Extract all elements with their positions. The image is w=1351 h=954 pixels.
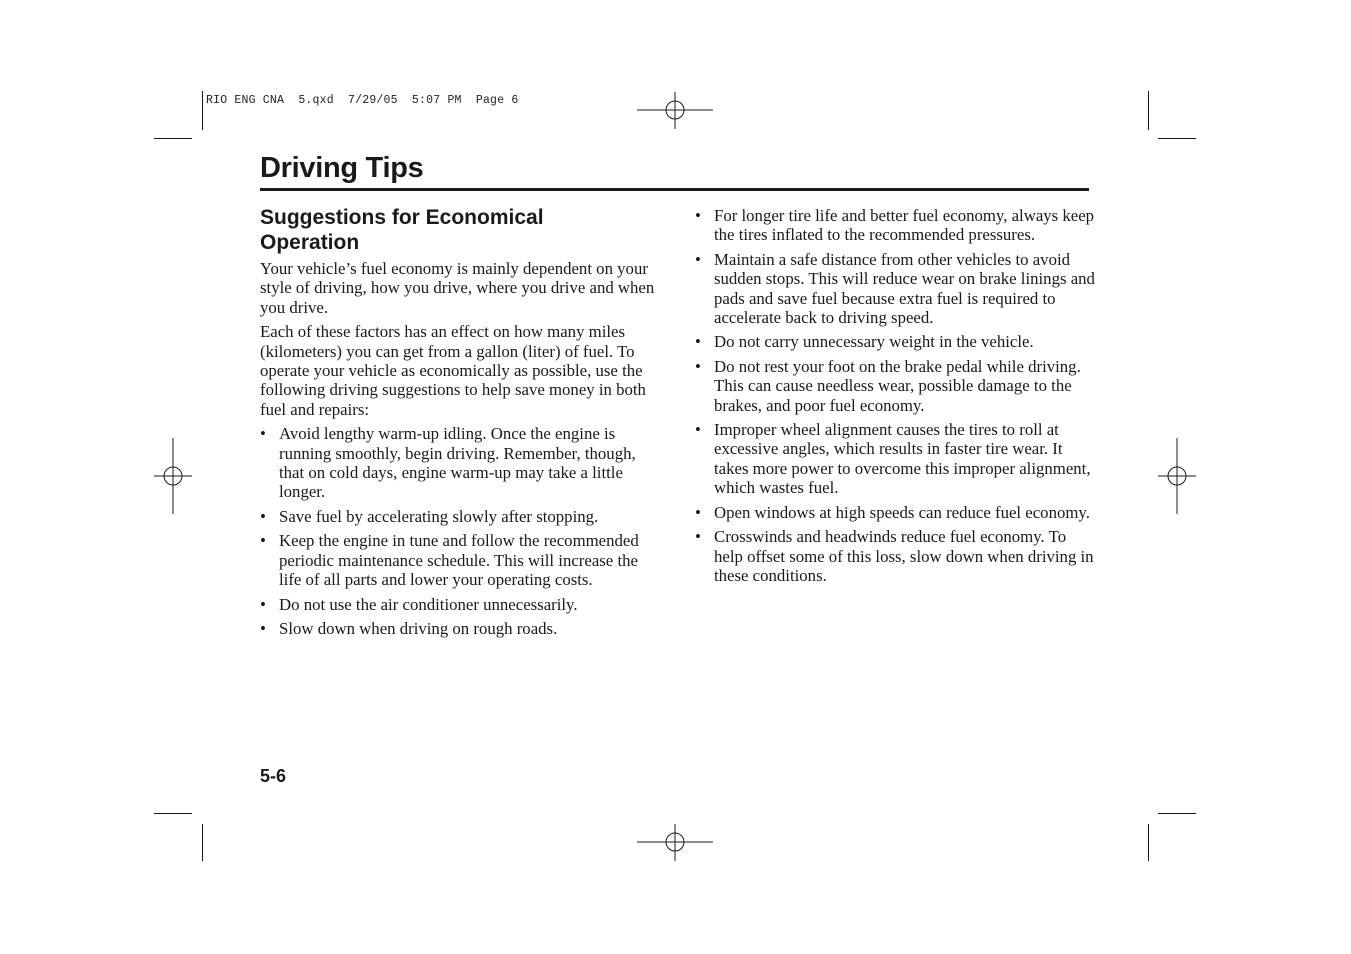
list-item-text: Slow down when driving on rough roads. xyxy=(279,618,558,638)
list-item-text: For longer tire life and better fuel economy, always keep the tires inflated to the recommended pressures. xyxy=(714,206,1095,245)
printer-slug: RIO ENG CNA 5.qxd 7/29/05 5:07 PM Page 6 xyxy=(206,94,519,107)
list-item-text: Do not rest your foot on the brake pedal while driving. This can cause needless wear, possible damage to the brakes, and poor fuel economy. xyxy=(714,356,1081,415)
right-column xyxy=(695,206,1095,590)
left-column xyxy=(260,205,660,643)
list-item xyxy=(695,357,1095,415)
bullet-icon: • xyxy=(695,332,701,352)
list-item-text: Improper wheel alignment causes the tires to roll at excessive angles, which results in faster tire wear. It takes more power to overcome this improper alignment, which wastes fuel. xyxy=(714,420,1091,498)
bullet-icon: • xyxy=(695,527,701,547)
list-item-text: Keep the engine in tune and follow the recommended periodic maintenance schedule. This will increase the life of all parts and lower your operating costs. xyxy=(279,531,639,590)
registration-mark-top xyxy=(637,92,713,129)
left-bullet-list xyxy=(260,424,660,638)
bullet-icon: • xyxy=(695,356,701,376)
right-bullet-list xyxy=(695,206,1095,585)
page-number: 5-6 xyxy=(260,766,287,786)
list-item-text: Save fuel by accelerating slowly after stopping. xyxy=(279,506,599,526)
bullet-icon: • xyxy=(695,249,701,269)
registration-mark-bottom xyxy=(637,824,713,861)
list-item-text: Crosswinds and headwinds reduce fuel economy. To help offset some of this loss, slow down when driving in these conditions. xyxy=(714,527,1094,585)
registration-mark-left xyxy=(154,438,192,514)
list-item xyxy=(695,332,1095,351)
list-item xyxy=(695,420,1095,498)
bullet-icon: • xyxy=(260,424,266,444)
list-item-text: Maintain a safe distance from other vehicles to avoid sudden stops. This will reduce wear on brake linings and pads and save fuel because extra fuel is required to accelerate back to driving speed. xyxy=(714,249,1095,328)
bullet-icon: • xyxy=(695,420,701,440)
list-item-text: Avoid lengthy warm-up idling. Once the engine is running smoothly, begin driving. Remember, though, that on cold days, engine warm-up may take a little longer. xyxy=(279,424,636,502)
list-item xyxy=(695,503,1095,522)
bullet-icon: • xyxy=(260,531,266,551)
section-heading xyxy=(260,205,660,255)
list-item xyxy=(260,531,660,589)
list-item xyxy=(260,619,660,638)
factors-paragraph: Each of these factors has an effect on how many miles (kilometers) you can get from a gallon (liter) of fuel. To operate your vehicle as economically as possible, use the following driving suggestions to help save money in both fuel and repairs: xyxy=(260,322,646,419)
bullet-icon: • xyxy=(260,506,266,526)
list-item xyxy=(260,424,660,502)
section-heading-line-2: Operation xyxy=(260,231,360,254)
bullet-icon: • xyxy=(260,618,266,638)
list-item xyxy=(260,595,660,614)
list-item-text: Open windows at high speeds can reduce fuel economy. xyxy=(714,502,1090,522)
list-item-text: Do not use the air conditioner unnecessarily. xyxy=(279,594,578,614)
bullet-icon: • xyxy=(695,206,701,225)
registration-mark-right xyxy=(1158,438,1196,514)
intro-paragraph: Your vehicle’s fuel economy is mainly dependent on your style of driving, how you drive, where you drive and when you drive. xyxy=(260,259,655,317)
title-rule xyxy=(260,188,1089,191)
list-item xyxy=(695,527,1095,585)
list-item xyxy=(695,206,1095,245)
list-item-text: Do not carry unnecessary weight in the vehicle. xyxy=(714,332,1034,352)
section-heading-line-1: Suggestions for Economical xyxy=(260,206,544,229)
list-item xyxy=(695,250,1095,328)
bullet-icon: • xyxy=(260,594,266,614)
list-item xyxy=(260,507,660,526)
page-title: Driving Tips xyxy=(260,152,424,184)
bullet-icon: • xyxy=(695,502,701,522)
